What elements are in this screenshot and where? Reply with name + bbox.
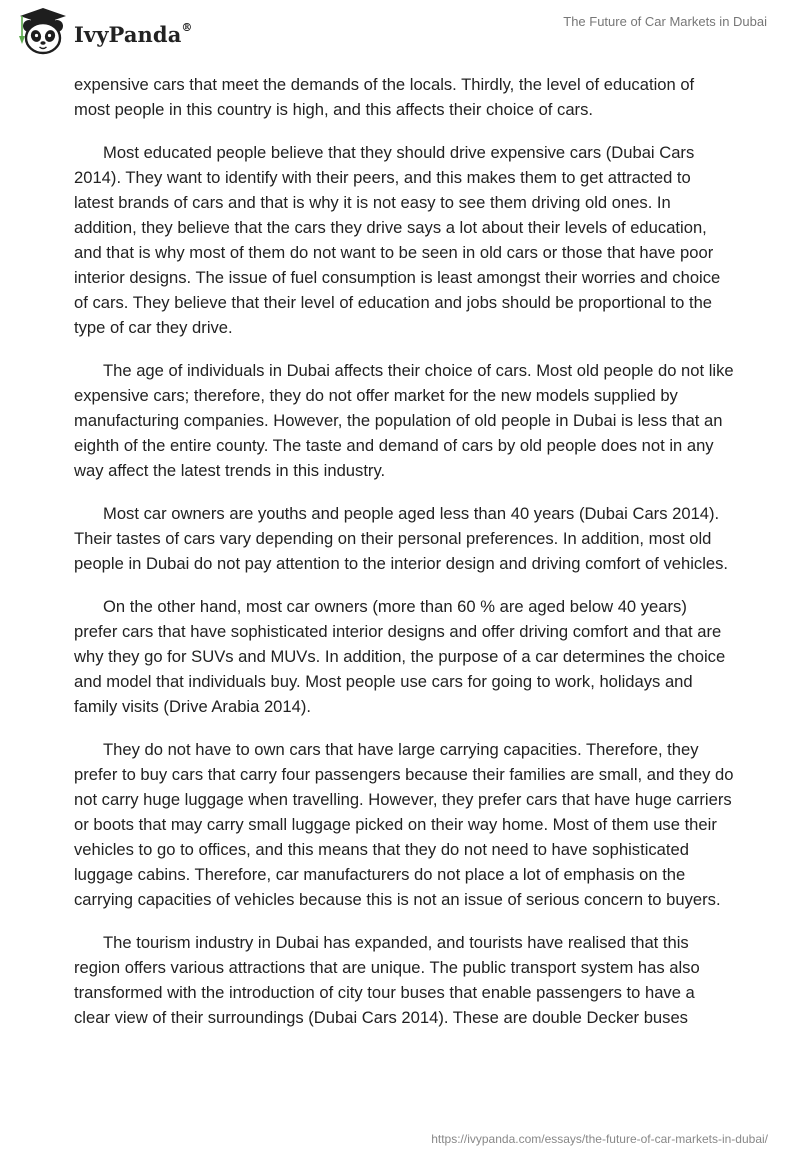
paragraph: They do not have to own cars that have large carrying capacities. Therefore, they prefer to buy cars that carry four passengers because their families are small, and they do not carry huge luggage when travelling. However, they prefer cars that have huge carriers or boots that may carry small luggage picked on their way home. Most of them use their vehicles to go to offices, and this means that they do not need to have sophisticated luggage cabins. Therefore, car manufacturers do not place a lot of emphasis on the carrying capacities of vehicles because this is not an issue of serious concern to buyers. [74,740,734,909]
source-url-link[interactable]: https://ivypanda.com/essays/the-future-of-car-markets-in-dubai/ [431,1132,768,1146]
ivypanda-logo[interactable] [14,6,193,58]
panda-mascot-icon [14,6,72,58]
brand-name: IvyPanda® [74,20,193,47]
paragraph: Most car owners are youths and people aged less than 40 years (Dubai Cars 2014). Their tastes of cars vary depending on their personal preferences. In addition, most old people in Dubai do not pay attention to the interior design and driving comfort of vehicles. [74,504,729,573]
paragraph: The tourism industry in Dubai has expanded, and tourists have realised that this region offers various attractions that are unique. The public transport system has also transformed with the introduction of city tour buses that enable passengers to have a clear view of their surroundings (Dubai Cars 2014). These are double Decker buses [74,933,700,1027]
page-header [0,0,800,70]
document-title: The Future of Car Markets in Dubai [563,14,767,29]
paragraph: expensive cars that meet the demands of the locals. Thirdly, the level of education of most people in this country is high, and this affects their choice of cars. [74,75,695,119]
paragraph: Most educated people believe that they should drive expensive cars (Dubai Cars 2014). They want to identify with their peers, and this makes them to get attracted to latest brands of cars and that is why it is not easy to see them driving old ones. In addition, they believe that the cars they drive says a lot about their levels of education, and that is why most of them do not want to be seen in old cars or those that have poor interior designs. The issue of fuel consumption is least amongst their worries and choice of cars. They believe that their level of education and jobs should be proportional to the type of car they drive. [74,143,721,337]
paragraph: On the other hand, most car owners (more than 60 % are aged below 40 years) prefer cars that have sophisticated interior designs and offer driving comfort and that are why they go for SUVs and MUVs. In addition, the purpose of a car determines the choice and model that individuals buy. Most people use cars for going to work, holidays and family visits (Drive Arabia 2014). [74,597,726,716]
essay-body [74,72,734,1048]
paragraph: The age of individuals in Dubai affects their choice of cars. Most old people do not like expensive cars; therefore, they do not offer market for the new models supplied by manufacturing companies. However, the population of old people in Dubai is less that an eighth of the entire county. The taste and demand of cars by old people does not in any way affect the latest trends in this industry. [74,361,734,480]
